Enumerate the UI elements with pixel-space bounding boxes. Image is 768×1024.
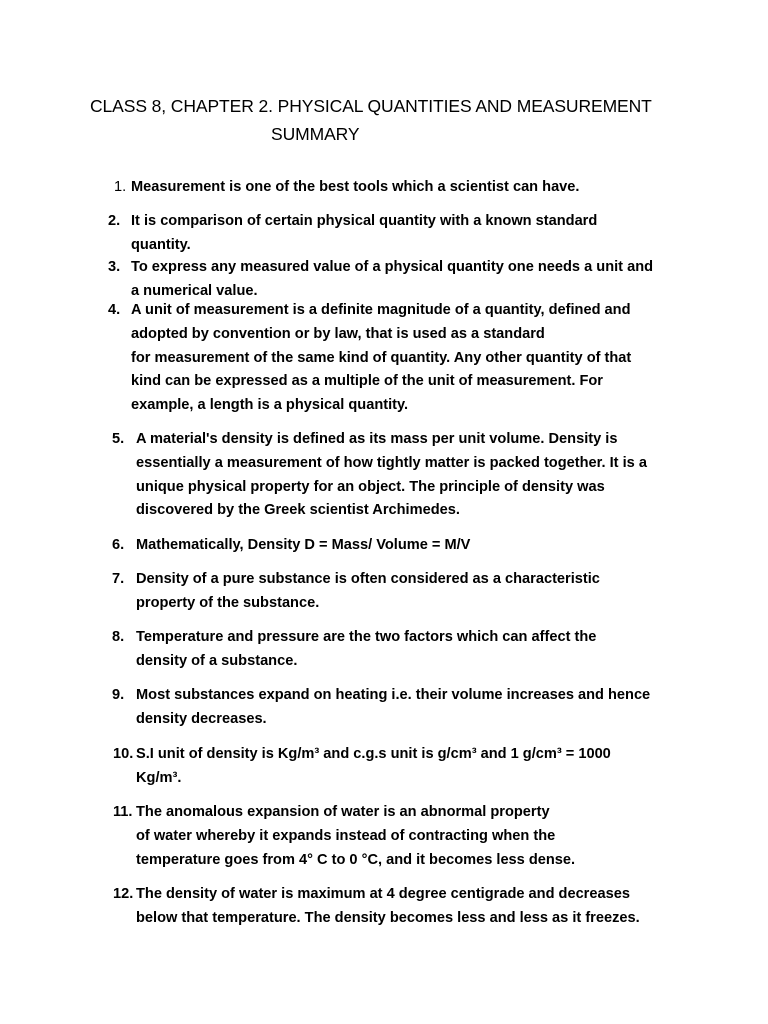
list-item-text: density of a substance.	[136, 652, 298, 669]
list-item-text: Measurement is one of the best tools which a scientist can have.	[131, 179, 580, 195]
page-title: CLASS 8, CHAPTER 2. PHYSICAL QUANTITIES AND MEASUREMENT	[90, 96, 652, 116]
list-item-text: A material's density is defined as its mass per unit volume. Density is	[136, 431, 618, 447]
list-item-number: 1.	[114, 179, 127, 195]
list-item-number: 12.	[113, 886, 134, 902]
list-item-number: 3.	[108, 259, 121, 275]
list-item-number: 4.	[108, 302, 121, 318]
list-item-text: for measurement of the same kind of quantity. Any other quantity of that	[131, 349, 632, 366]
list-item-text: A unit of measurement is a definite magnitude of a quantity, defined and	[131, 302, 631, 318]
list-item-text: Mathematically, Density D = Mass/ Volume = M/V	[136, 537, 471, 553]
list-item-text: example, a length is a physical quantity.	[131, 397, 409, 414]
list-item-text: temperature goes from 4° C to 0 °C, and it becomes less dense.	[136, 851, 576, 868]
list-item	[113, 743, 611, 791]
list-item-text: property of the substance.	[136, 594, 320, 611]
list-item	[113, 883, 640, 931]
list-item-text: Density of a pure substance is often considered as a characteristic	[136, 571, 600, 587]
list-item-text: adopted by convention or by law, that is used as a standard	[131, 325, 545, 342]
list-item-number: 11.	[113, 804, 133, 820]
list-item-number: 2.	[108, 213, 121, 229]
list-item	[112, 626, 597, 674]
page-subtitle: SUMMARY	[271, 124, 360, 144]
list-item-text: S.I unit of density is Kg/m³ and c.g.s unit is g/cm³ and 1 g/cm³ = 1000	[136, 746, 611, 762]
list-item-number: 9.	[112, 687, 125, 703]
list-item-text: kind can be expressed as a multiple of the unit of measurement. For	[131, 373, 603, 390]
list-item-text: Most substances expand on heating i.e. their volume increases and hence	[136, 687, 651, 703]
list-item-text: a numerical value.	[131, 282, 258, 299]
list-item-text: To express any measured value of a physical quantity one needs a unit and	[131, 259, 654, 275]
list-item-text: discovered by the Greek scientist Archimedes.	[136, 502, 460, 519]
list-item-text: It is comparison of certain physical quantity with a known standard	[131, 213, 598, 229]
list-item-text: below that temperature. The density becomes less and less as it freezes.	[136, 909, 640, 926]
list-item-number: 5.	[112, 431, 125, 447]
list-item	[112, 568, 600, 616]
list-item-text: Kg/m³.	[136, 769, 182, 786]
list-item-text: essentially a measurement of how tightly matter is packed together. It is a	[136, 454, 647, 471]
list-item	[108, 299, 632, 418]
list-item	[112, 684, 651, 732]
list-item-text: unique physical property for an object. The principle of density was	[136, 478, 605, 495]
list-item	[112, 428, 647, 523]
list-item-text: of water whereby it expands instead of contracting when the	[136, 827, 556, 844]
list-item-number: 8.	[112, 629, 125, 645]
list-item	[113, 801, 576, 872]
list-item	[114, 176, 580, 200]
list-item-text: The anomalous expansion of water is an abnormal property	[136, 804, 550, 820]
list-item-number: 10.	[113, 746, 134, 762]
list-item-text: density decreases.	[136, 710, 267, 727]
list-item-number: 7.	[112, 571, 125, 587]
list-item-text: Temperature and pressure are the two factors which can affect the	[136, 629, 597, 645]
list-item-text: The density of water is maximum at 4 degree centigrade and decreases	[136, 886, 630, 902]
list-item	[112, 534, 471, 558]
list-item-text: quantity.	[131, 236, 191, 253]
list-item	[108, 256, 654, 304]
list-item-number: 6.	[112, 537, 125, 553]
list-item	[108, 210, 598, 258]
